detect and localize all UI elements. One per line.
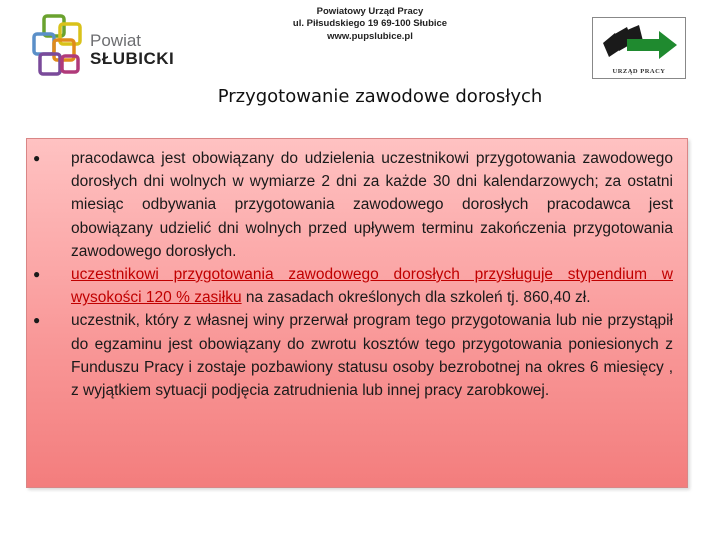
urzad-pracy-label: URZĄD PRACY — [612, 68, 666, 75]
bullet-text: uczestnik, który z własnej winy przerwał program tego przygotowania lub nie przystąpił do egzaminu jest obowiązany do zwrotu kosztów tego przygotowania poniesionych z Funduszu Pracy i zostaje pozbawiony statusu osoby bezrobotnej na okres 6 miesięcy , z wyjątkiem sytuacji podjęcia zatrudnienia lub innej pracy zarobkowej. — [71, 312, 673, 400]
stipend-highlight: uczestnikowi przygotowania zawodowego dorosłych przysługuje stypendium w wysokości 120 % zasiłku — [71, 266, 673, 307]
bullet-dot-icon: ● — [33, 313, 41, 328]
org-address: ul. Piłsudskiego 19 69-100 Słubice — [292, 18, 448, 30]
slide-title: Przygotowanie zawodowe dorosłych — [217, 86, 543, 107]
org-name: Powiatowy Urząd Pracy — [316, 6, 424, 17]
bullet-dot-icon: ● — [33, 151, 41, 165]
bullet-text: pracodawca jest obowiązany do udzielenia uczestnikowi przygotowania zawodowego dorosłych dni wolnych w wymiarze 2 dni za każde 30 dni kalendarzowych; za ostatni miesiąc odbywania przygotowania zawodowego dorosłych pracodawca jest obowiązany udzielić dni wolnych przed upływem terminu zakończenia przygotowania zawodowego dorosłych. — [71, 150, 673, 260]
powiat-slubicki-logo — [30, 14, 180, 82]
bullet-list — [27, 147, 687, 402]
logo-line2: SŁUBICKI — [90, 48, 175, 68]
logo-line1: Powiat — [90, 31, 142, 50]
bullet-dot-icon: ● — [33, 267, 41, 282]
bullet-item — [27, 147, 687, 263]
bullet-item — [27, 263, 687, 309]
bullet-item — [27, 309, 687, 402]
urzad-pracy-arrow-icon — [597, 21, 681, 65]
content-box — [26, 138, 688, 488]
powiat-logo-squares-icon — [30, 14, 86, 80]
header-info — [260, 6, 480, 43]
bullet-text: na zasadach określonych dla szkoleń tj. 860,40 zł. — [241, 289, 591, 307]
urzad-pracy-logo — [592, 17, 686, 79]
org-website: www.pupslubice.pl — [327, 30, 413, 42]
